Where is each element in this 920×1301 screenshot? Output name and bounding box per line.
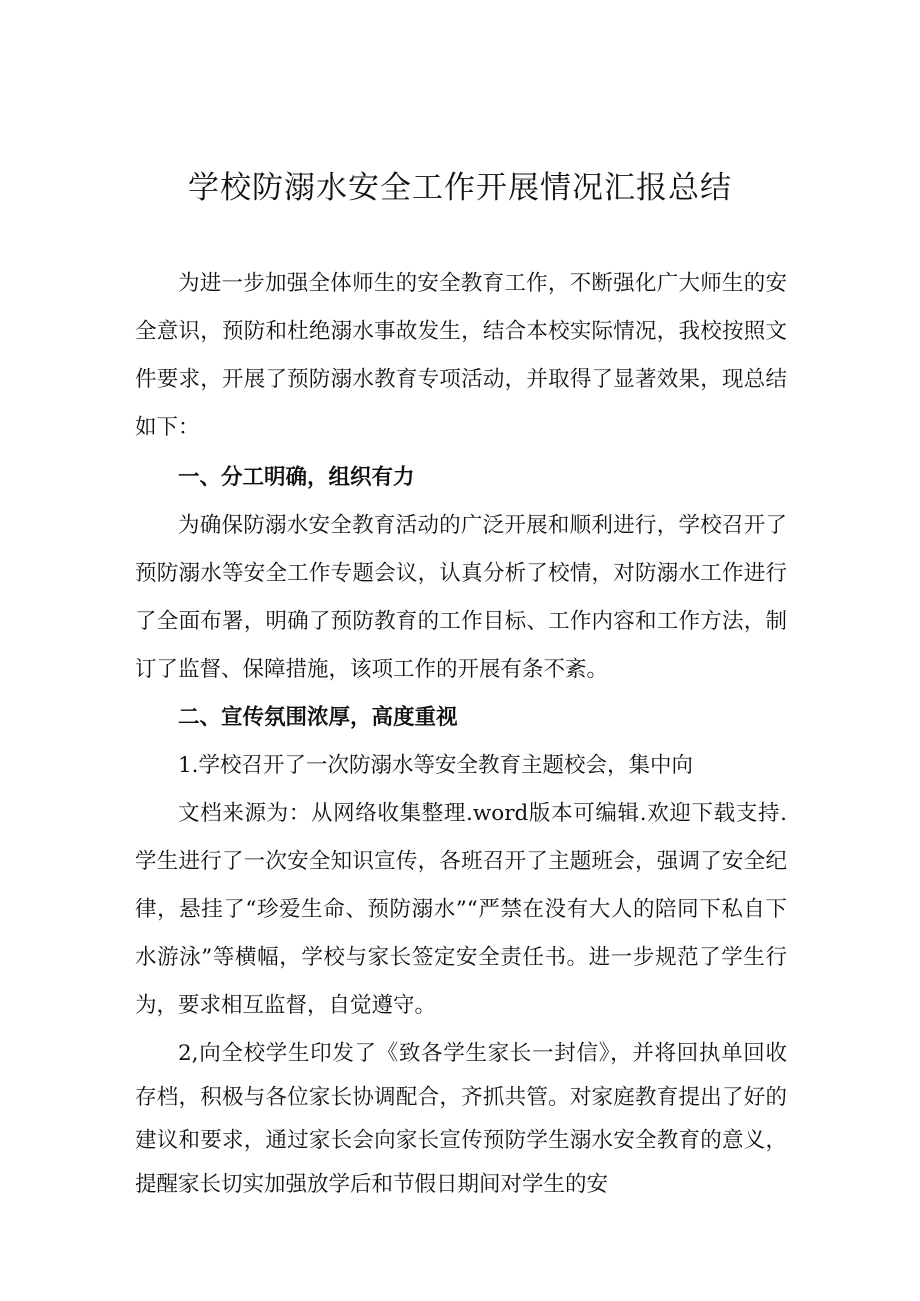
section-2-item-1-continued: 文档来源为：从网络收集整理.word版本可编辑.欢迎下载支持.学生进行了一次安全知识宣传，各班召开了主题班会，强调了安全纪律，悬挂了“珍爱生命、预防溺水”“严禁在没有大人的陪同下私自下水游泳”等横幅，学校与家长签定安全责任书。进一步规范了学生行为，要求相互监督，自觉遵守。 [135, 801, 787, 1018]
section-2-heading: 二、宣传氛围浓厚，高度重视 [178, 705, 458, 730]
document-title: 学校防溺水安全工作开展情况汇报总结 [188, 170, 732, 206]
section-2-item-2: 2,向全校学生印发了《致各学生家长一封信》，并将回执单回收存档，积极与各位家长协调配合，齐抓共管。对家庭教育提出了好的建议和要求，通过家长会向家长宣传预防学生溺水安全教育的意义，提醒家长切实加强放学后和节假日期间对学生的安 [135, 1041, 787, 1197]
section-2-item-1-start: 1.学校召开了一次防溺水等安全教育主题校会，集中向 [178, 753, 694, 778]
intro-paragraph: 为进一步加强全体师生的安全教育工作，不断强化广大师生的安全意识，预防和杜绝溺水事故发生，结合本校实际情况，我校按照文件要求，开展了预防溺水教育专项活动，并取得了显著效果，现总结如下： [135, 271, 787, 440]
section-1-paragraph: 为确保防溺水安全教育活动的广泛开展和顺利进行，学校召开了预防溺水等安全工作专题会议，认真分析了校情，对防溺水工作进行了全面布署，明确了预防教育的工作目标、工作内容和工作方法，制订了监督、保障措施，该项工作的开展有条不紊。 [135, 513, 787, 682]
section-1-heading: 一、分工明确，组织有力 [178, 465, 415, 490]
